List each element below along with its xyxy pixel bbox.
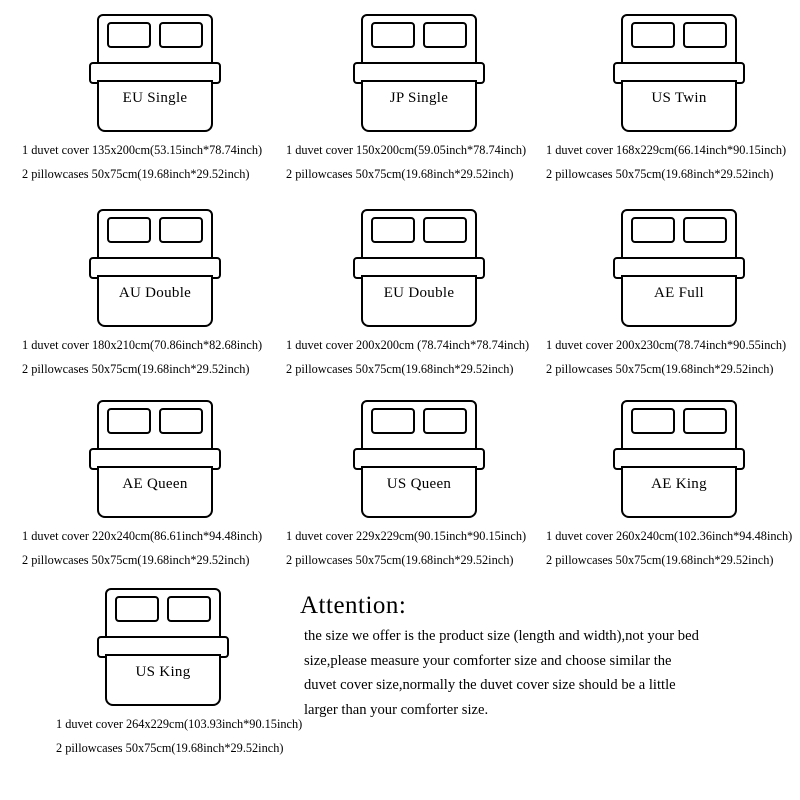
bed-card-jp-single: [286, 14, 552, 186]
bed-illustration: [30, 588, 296, 706]
bed-spec-list: [30, 712, 303, 760]
pillow-right-icon: [423, 408, 467, 434]
bed-spec-list: [286, 333, 552, 381]
bed-illustration: [286, 209, 552, 327]
attention-title: Attention:: [300, 592, 407, 619]
bed-illustration: [22, 14, 288, 132]
duvet-spec: 1 duvet cover 200x200cm (78.74inch*78.74inch): [286, 338, 530, 352]
bed-icon: [353, 14, 485, 132]
pillowcase-spec: 2 pillowcases 50x75cm(19.68inch*29.52inch): [56, 741, 284, 755]
pillowcase-spec: 2 pillowcases 50x75cm(19.68inch*29.52inch): [286, 362, 514, 376]
attention-line-1: the size we offer is the product size (length and width),not your bed: [304, 628, 699, 644]
duvet-spec: 1 duvet cover 260x240cm(102.36inch*94.48inch): [546, 529, 793, 543]
duvet-spec: 1 duvet cover 200x230cm(78.74inch*90.55inch): [546, 338, 787, 352]
pillowcase-spec: 2 pillowcases 50x75cm(19.68inch*29.52inch): [286, 167, 514, 181]
pillow-right-icon: [683, 408, 727, 434]
pillow-right-icon: [683, 22, 727, 48]
pillowcase-spec: 2 pillowcases 50x75cm(19.68inch*29.52inch): [22, 553, 250, 567]
bed-card-eu-double: [286, 209, 552, 381]
bed-icon: [613, 400, 745, 518]
bed-spec-list: [546, 524, 800, 572]
bed-card-ae-full: [546, 209, 800, 381]
duvet-spec: 1 duvet cover 135x200cm(53.15inch*78.74inch): [22, 143, 263, 157]
bed-illustration: [22, 400, 288, 518]
bed-card-eu-single: [22, 14, 288, 186]
pillow-left-icon: [107, 22, 151, 48]
bed-spec-list: [22, 333, 288, 381]
attention-line-3: duvet cover size,normally the duvet cover size should be a little: [304, 677, 676, 693]
pillow-right-icon: [159, 22, 203, 48]
pillow-right-icon: [683, 217, 727, 243]
bed-size-label: EU Double: [383, 285, 455, 301]
bed-illustration: [546, 14, 800, 132]
bed-icon: [89, 209, 221, 327]
pillowcase-spec: 2 pillowcases 50x75cm(19.68inch*29.52inch): [22, 362, 250, 376]
bed-size-label: JP Single: [389, 90, 449, 106]
bed-card-us-king: [30, 588, 303, 760]
bed-illustration: [546, 400, 800, 518]
pillow-left-icon: [631, 217, 675, 243]
bed-size-label: AE King: [651, 476, 707, 492]
bed-illustration: [546, 209, 800, 327]
bed-card-us-queen: [286, 400, 552, 572]
bed-spec-list: [22, 524, 288, 572]
bed-card-ae-king: [546, 400, 800, 572]
bed-size-label: EU Single: [122, 90, 188, 106]
pillowcase-spec: 2 pillowcases 50x75cm(19.68inch*29.52inch): [546, 362, 774, 376]
attention-note: [300, 592, 796, 722]
pillow-left-icon: [371, 408, 415, 434]
attention-line-4: larger than your comforter size.: [304, 701, 489, 718]
pillow-right-icon: [167, 596, 211, 622]
bed-spec-list: [286, 524, 552, 572]
duvet-spec: 1 duvet cover 168x229cm(66.14inch*90.15inch): [546, 143, 787, 157]
bed-icon: [97, 588, 229, 706]
pillow-right-icon: [159, 408, 203, 434]
pillow-left-icon: [371, 217, 415, 243]
bed-spec-list: [286, 138, 552, 186]
pillow-left-icon: [631, 22, 675, 48]
bed-spec-list: [546, 333, 800, 381]
attention-line-2: size,please measure your comforter size and choose similar the: [304, 652, 672, 669]
duvet-spec: 1 duvet cover 180x210cm(70.86inch*82.68inch): [22, 338, 263, 352]
bed-card-us-twin: [546, 14, 800, 186]
duvet-spec: 1 duvet cover 150x200cm(59.05inch*78.74inch): [286, 143, 527, 157]
bed-illustration: [22, 209, 288, 327]
bed-card-au-double: [22, 209, 288, 381]
pillow-right-icon: [423, 217, 467, 243]
bed-spec-list: [546, 138, 800, 186]
bed-icon: [353, 209, 485, 327]
duvet-spec: 1 duvet cover 220x240cm(86.61inch*94.48inch): [22, 529, 263, 543]
pillow-right-icon: [159, 217, 203, 243]
attention-body: [300, 624, 796, 722]
bed-size-label: US Twin: [651, 90, 707, 106]
pillowcase-spec: 2 pillowcases 50x75cm(19.68inch*29.52inch): [546, 553, 774, 567]
bed-spec-list: [22, 138, 288, 186]
pillowcase-spec: 2 pillowcases 50x75cm(19.68inch*29.52inch): [286, 553, 514, 567]
bed-size-label: US King: [135, 664, 191, 680]
pillow-left-icon: [371, 22, 415, 48]
pillow-left-icon: [115, 596, 159, 622]
pillowcase-spec: 2 pillowcases 50x75cm(19.68inch*29.52inch): [22, 167, 250, 181]
pillow-left-icon: [631, 408, 675, 434]
bed-size-label: US Queen: [386, 476, 452, 492]
pillowcase-spec: 2 pillowcases 50x75cm(19.68inch*29.52inch): [546, 167, 774, 181]
duvet-spec: 1 duvet cover 229x229cm(90.15inch*90.15inch): [286, 529, 527, 543]
bed-size-label: AE Full: [653, 285, 705, 301]
bed-size-label: AU Double: [118, 285, 192, 301]
bed-icon: [613, 14, 745, 132]
bed-icon: [89, 14, 221, 132]
bed-size-label: AE Queen: [122, 476, 188, 492]
bed-icon: [613, 209, 745, 327]
pillow-right-icon: [423, 22, 467, 48]
bed-card-ae-queen: [22, 400, 288, 572]
duvet-spec: 1 duvet cover 264x229cm(103.93inch*90.15inch): [56, 717, 303, 731]
bed-illustration: [286, 14, 552, 132]
bed-icon: [89, 400, 221, 518]
pillow-left-icon: [107, 408, 151, 434]
pillow-left-icon: [107, 217, 151, 243]
bed-icon: [353, 400, 485, 518]
bed-illustration: [286, 400, 552, 518]
